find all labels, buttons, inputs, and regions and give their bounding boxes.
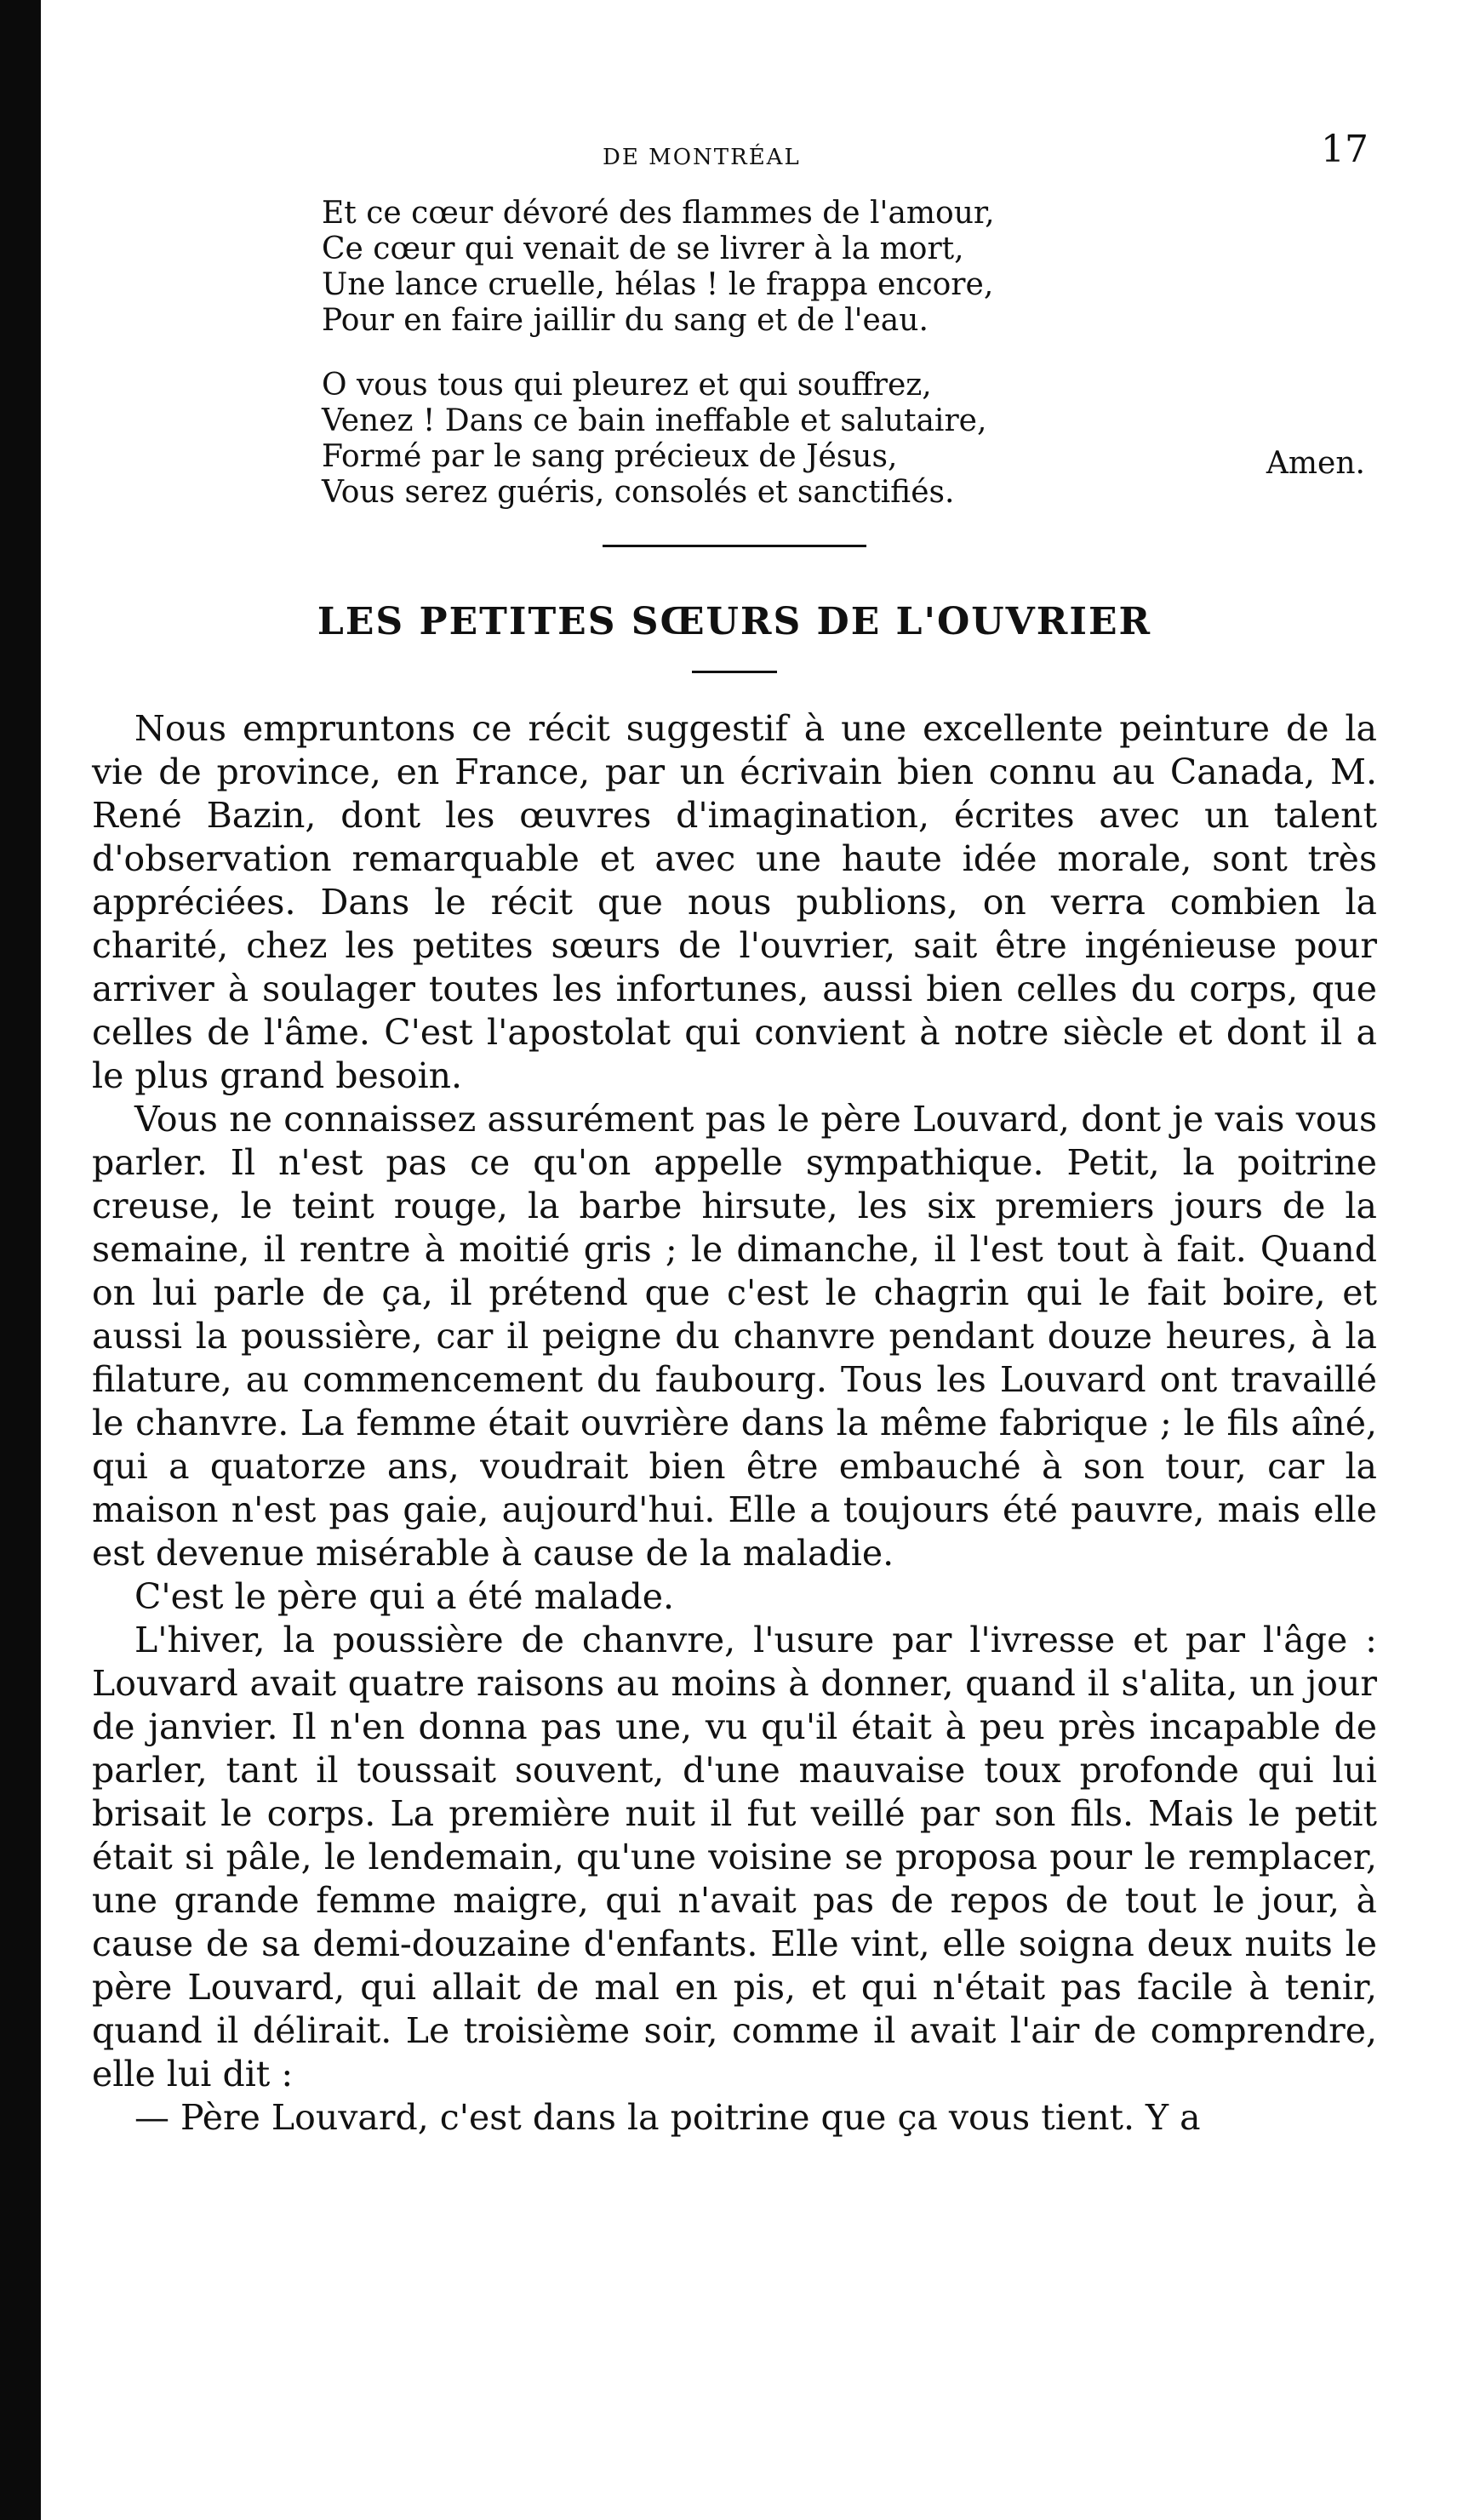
poem-line: Formé par le sang précieux de Jésus, — [322, 439, 898, 474]
poem-line: O vous tous qui pleurez et qui souffrez, — [322, 368, 932, 403]
book-page — [92, 128, 1377, 2140]
title-underline — [692, 671, 777, 673]
poem-line: Et ce cœur dévoré des flammes de l'amour, — [322, 196, 995, 231]
poem — [322, 196, 1377, 511]
paragraph: L'hiver, la poussière de chanvre, l'usure par l'ivresse et par l'âge : Louvard avait quatre raisons au moins à donner, quand il s'alita, un jour de janvier. Il n'en donna pas une, vu qu'il était à peu près incapable de parler, tant il toussait souvent, d'une mauvaise toux profonde qui lui brisait le corps. La première nuit il fut veillé par son fils. Mais le petit était si pâle, le lendemain, qu'une voisine se proposa pour le remplacer, une grande femme maigre, qui n'avait pas de repos de tout le jour, à cause de sa demi-douzaine d'enfants. Elle vint, elle soigna deux nuits le père Louvard, qui allait de mal en pis, et qui n'était pas facile à tenir, quand il délirait. Le troisième soir, comme il avait l'air de comprendre, elle lui dit : — [92, 1620, 1377, 2094]
poem-line: Pour en faire jaillir du sang et de l'eau. — [322, 303, 929, 338]
section-title: LES PETITES SŒURS DE L'OUVRIER — [317, 600, 1152, 643]
article-body — [92, 707, 1377, 2140]
poem-line: Venez ! Dans ce bain ineffable et salutaire, — [322, 403, 987, 438]
amen: Amen. — [1266, 446, 1365, 481]
poem-line: Ce cœur qui venait de se livrer à la mort, — [322, 231, 964, 266]
paragraph: Vous ne connaissez assurément pas le père Louvard, dont je vais vous parler. Il n'est pas ce qu'on appelle sympathique. Petit, la poitrine creuse, le teint rouge, la barbe hirsute, les six premiers jours de la semaine, il rentre à moitié gris ; le dimanche, il l'est tout à fait. Quand on lui parle de ça, il prétend que c'est le chagrin qui le fait boire, et aussi la poussière, car il peigne du chanvre pendant douze heures, à la filature, au commencement du faubourg. Tous les Louvard ont travaillé le chanvre. La femme était ouvrière dans la même fabrique ; le fils aîné, qui a quatorze ans, voudrait bien être embauché à son tour, car la maison n'est pas gaie, aujourd'hui. Elle a toujours été pauvre, mais elle est devenue misérable à cause de la maladie. — [92, 1099, 1377, 1574]
paragraph: — Père Louvard, c'est dans la poitrine que ça vous tient. Y a — [134, 2097, 1201, 2138]
poem-stanza — [322, 196, 1377, 339]
poem-line: Une lance cruelle, hélas ! le frappa encore, — [322, 267, 994, 302]
paragraph: C'est le père qui a été malade. — [134, 1576, 674, 1617]
page-number: 17 — [1321, 128, 1369, 171]
section-divider — [603, 545, 866, 547]
poem-line: Vous serez guéris, consolés et sanctifiés. — [322, 475, 955, 510]
running-title: DE MONTRÉAL — [603, 145, 801, 170]
scan-binding-edge — [0, 0, 41, 2520]
poem-stanza — [322, 368, 1377, 511]
paragraph: Nous empruntons ce récit suggestif à une excellente peinture de la vie de province, en France, par un écrivain bien connu au Canada, M. René Bazin, dont les œuvres d'imagination, écrites avec un talent d'observation remarquable et avec une haute idée morale, sont très appréciées. Dans le récit que nous publions, on verra combien la charité, chez les petites sœurs de l'ouvrier, sait être ingénieuse pour arriver à soulager toutes les infortunes, aussi bien celles du corps, que celles de l'âme. C'est l'apostolat qui convient à notre siècle et dont il a le plus grand besoin. — [92, 708, 1377, 1096]
running-head — [92, 128, 1377, 187]
